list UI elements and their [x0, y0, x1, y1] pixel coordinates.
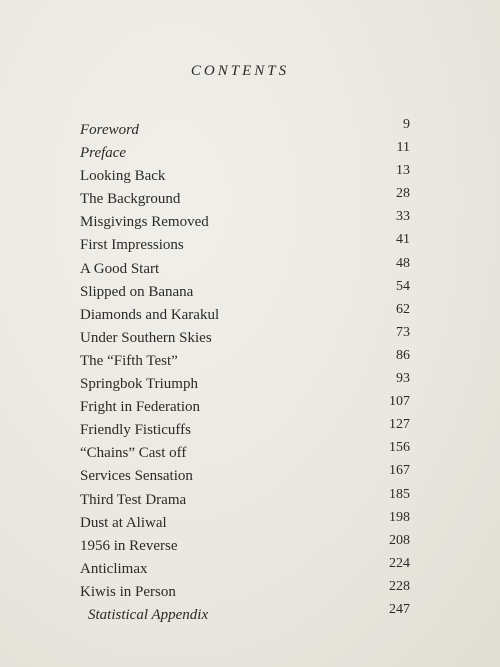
toc-entry-page: 127 — [389, 417, 410, 433]
contents-list — [80, 117, 410, 628]
toc-entry-title: Looking Back — [80, 168, 166, 185]
toc-entry-title: Fright in Federation — [80, 399, 200, 416]
toc-entry — [80, 463, 410, 489]
toc-entry-page: 48 — [396, 255, 410, 271]
toc-entry-page: 93 — [396, 371, 410, 387]
toc-entry — [80, 440, 410, 466]
toc-entry — [80, 232, 410, 258]
toc-entry-title: Kiwis in Person — [80, 583, 176, 600]
toc-entry-title: Under Southern Skies — [80, 329, 212, 346]
toc-entry-title: “Chains” Cast off — [80, 445, 187, 462]
toc-entry-title: Statistical Appendix — [88, 606, 209, 623]
toc-entry-title: Springbok Triumph — [80, 376, 198, 393]
toc-entry-title: Third Test Drama — [80, 491, 187, 508]
toc-entry-page: 41 — [396, 232, 410, 248]
toc-entry-title: Friendly Fisticuffs — [80, 422, 191, 439]
toc-entry — [80, 601, 410, 628]
toc-entry-title: 1956 in Reverse — [80, 537, 178, 554]
toc-entry-page: 247 — [389, 601, 410, 617]
toc-entry — [80, 509, 410, 536]
toc-entry — [80, 555, 410, 582]
toc-entry-page: 185 — [389, 486, 410, 502]
toc-entry-page: 11 — [396, 140, 410, 156]
toc-entry — [80, 186, 410, 212]
toc-entry — [80, 486, 410, 513]
toc-entry-page: 28 — [396, 186, 410, 202]
toc-entry-page: 73 — [396, 324, 410, 340]
toc-entry-page: 86 — [396, 347, 410, 363]
toc-entry — [80, 163, 410, 189]
toc-entry-title: Foreword — [80, 122, 139, 138]
toc-entry — [80, 394, 410, 420]
toc-entry-page: 198 — [389, 509, 410, 525]
toc-entry-page: 224 — [389, 555, 410, 571]
toc-entry-title: First Impressions — [80, 237, 184, 254]
toc-entry-page: 208 — [389, 532, 410, 548]
contents-heading: CONTENTS — [190, 63, 290, 79]
toc-entry-page: 156 — [389, 440, 410, 456]
toc-entry-title: Misgivings Removed — [80, 214, 209, 231]
toc-entry-page: 167 — [389, 463, 410, 479]
toc-entry — [80, 278, 410, 305]
toc-entry-title: The “Fifth Test” — [80, 352, 178, 369]
toc-entry-page: 228 — [389, 578, 410, 594]
toc-entry — [80, 255, 410, 282]
toc-entry-page: 107 — [389, 394, 410, 410]
toc-entry-page: 9 — [403, 117, 410, 132]
toc-entry-title: A Good Start — [80, 260, 160, 277]
toc-entry-title: Slipped on Banana — [80, 283, 194, 300]
toc-entry — [80, 371, 410, 397]
toc-entry — [80, 417, 410, 443]
toc-entry-title: Anticlimax — [80, 560, 148, 577]
toc-entry-page: 13 — [396, 163, 410, 179]
toc-entry-page: 33 — [396, 209, 410, 225]
toc-entry — [80, 301, 410, 328]
toc-entry — [80, 140, 410, 166]
toc-entry — [80, 117, 410, 143]
toc-entry — [80, 347, 410, 374]
toc-entry — [80, 209, 410, 235]
toc-entry — [80, 578, 410, 605]
toc-entry — [80, 324, 410, 351]
toc-entry — [80, 532, 410, 559]
toc-entry-title: Preface — [80, 145, 127, 162]
toc-entry-page: 62 — [396, 301, 410, 317]
toc-entry-title: Dust at Aliwal — [80, 514, 167, 531]
toc-entry-title: Diamonds and Karakul — [80, 306, 220, 323]
toc-entry-title: The Background — [80, 191, 181, 208]
toc-entry-page: 54 — [396, 278, 410, 294]
toc-entry-title: Services Sensation — [80, 468, 193, 485]
